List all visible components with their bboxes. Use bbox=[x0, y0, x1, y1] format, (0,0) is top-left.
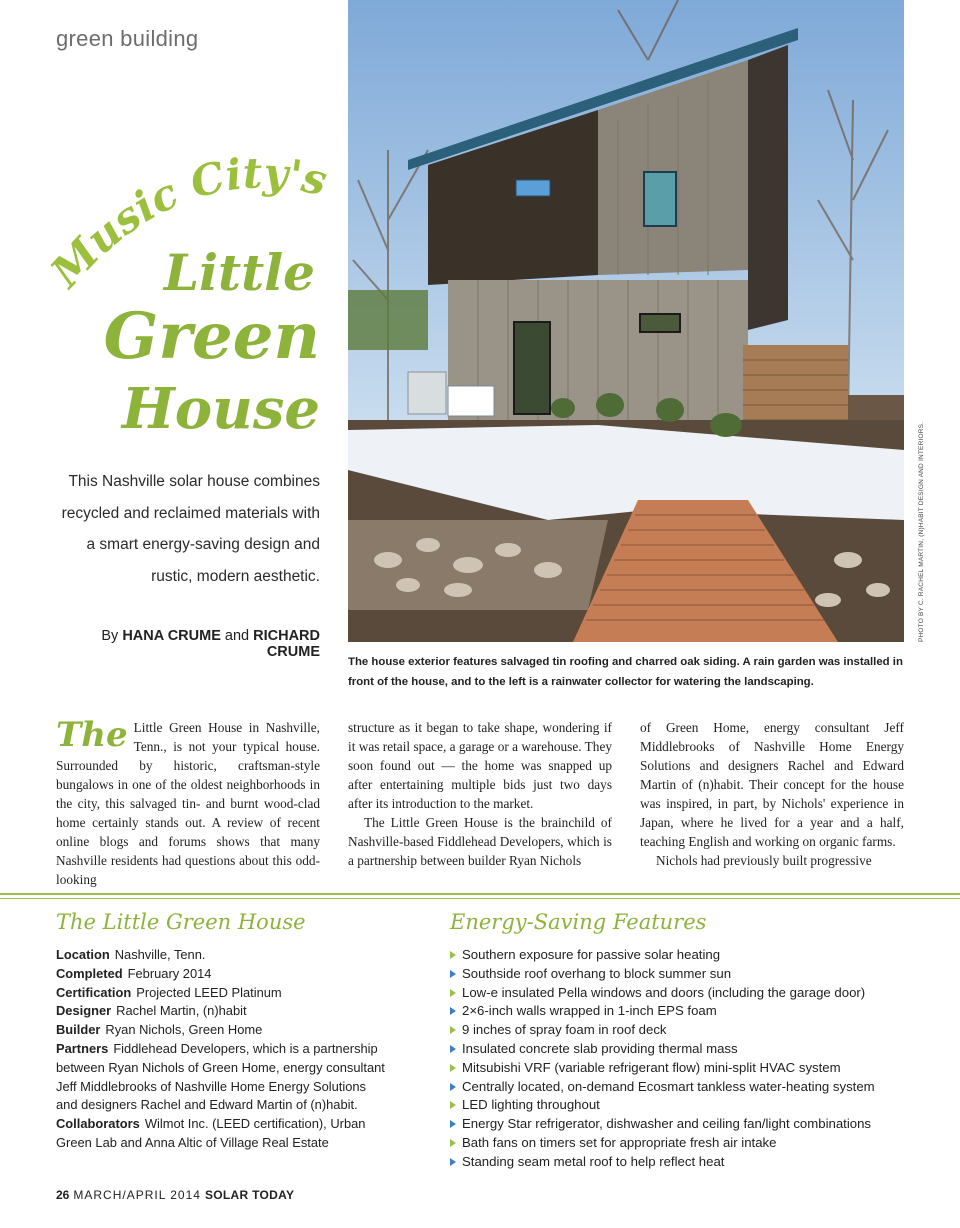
photo-credit bbox=[904, 0, 926, 642]
article-title bbox=[40, 150, 340, 450]
feature-item: Insulated concrete slab providing thermal mass bbox=[448, 1040, 918, 1059]
features-heading: Energy-Saving Features bbox=[450, 910, 707, 934]
body-column-2 bbox=[348, 718, 612, 870]
fact-label: Certification bbox=[56, 984, 132, 1000]
fact-label: Builder bbox=[56, 1022, 101, 1038]
title-line-4: House bbox=[121, 376, 320, 442]
feature-item: Southside roof overhang to block summer sun bbox=[448, 965, 918, 984]
byline-prefix: By bbox=[101, 628, 119, 644]
feature-item: Mitsubishi VRF (variable refrigerant flow) mini-split HVAC system bbox=[448, 1059, 918, 1078]
title-line-1: Music City's bbox=[41, 150, 332, 297]
fact-row bbox=[56, 946, 386, 965]
feature-item: 2×6-inch walls wrapped in 1-inch EPS foam bbox=[448, 1002, 918, 1021]
body-paragraph: The Little Green House is the brainchild of Nashville-based Fiddlehead Developers, which is a partnership between builder Ryan Nichols bbox=[348, 815, 612, 868]
feature-item: Standing seam metal roof to help reflect heat bbox=[448, 1153, 918, 1172]
fact-row bbox=[56, 984, 386, 1003]
feature-item: Southern exposure for passive solar heating bbox=[448, 946, 918, 965]
fact-value: Wilmot Inc. (LEED certification), Urban Green Lab and Anna Altic of Village Real Estate bbox=[56, 1116, 366, 1150]
title-line-2: Little bbox=[163, 243, 315, 302]
feature-item: LED lighting throughout bbox=[448, 1096, 918, 1115]
fact-label: Collaborators bbox=[56, 1116, 140, 1132]
fact-value: Rachel Martin, (n)habit bbox=[116, 1003, 247, 1019]
sidebar-divider bbox=[0, 898, 960, 899]
fact-value: Ryan Nichols, Green Home bbox=[105, 1022, 263, 1038]
body-paragraph: structure as it began to take shape, wondering if it was retail space, a garage or a warehouse. They soon found out — the home was snapped up after entertaining multiple bids just two days after its introduction to the market. bbox=[348, 720, 612, 811]
feature-item: Energy Star refrigerator, dishwasher and ceiling fan/light combinations bbox=[448, 1115, 918, 1134]
fact-value: Nashville, Tenn. bbox=[114, 947, 206, 962]
magazine-name: SOLAR TODAY bbox=[204, 1188, 295, 1202]
page-number: 26 bbox=[56, 1188, 70, 1202]
photo-caption: The house exterior features salvaged tin roofing and charred oak siding. A rain garden was installed in front of the house, and to the left is a rainwater collector for watering the landscaping. bbox=[348, 656, 903, 688]
fact-row bbox=[56, 1021, 386, 1040]
feature-item: Low-e insulated Pella windows and doors (including the garage door) bbox=[448, 984, 918, 1003]
byline bbox=[56, 628, 320, 660]
fact-row bbox=[56, 1115, 386, 1153]
fact-value: Projected LEED Platinum bbox=[136, 984, 282, 1000]
title-line-3: Green bbox=[103, 299, 320, 374]
body-column-1 bbox=[56, 715, 320, 887]
photo-credit-text: PHOTO BY C. RACHEL MARTIN, (N)HABIT DESIGN AND INTERIORS. bbox=[918, 421, 925, 642]
drop-cap: The bbox=[56, 715, 128, 755]
author-name: RICHARD CRUME bbox=[253, 628, 320, 660]
byline-conjunction: and bbox=[224, 628, 250, 644]
fact-value: Fiddlehead Developers, which is a partnership between Ryan Nichols of Green Home, energy consultant Jeff Middlebrooks of Nashville Home Energy Solutions and designers Rachel and Edward Martin of (n)habit. bbox=[56, 1040, 385, 1113]
facts-list bbox=[56, 946, 386, 1153]
feature-item: Bath fans on timers set for appropriate fresh air intake bbox=[448, 1134, 918, 1153]
section-tag: green building bbox=[56, 26, 199, 51]
fact-row bbox=[56, 1040, 386, 1115]
issue-date: MARCH/APRIL 2014 bbox=[73, 1188, 201, 1202]
sidebar-divider bbox=[0, 893, 960, 895]
body-text: Little Green House in Nashville, Tenn., is not your typical house. Surrounded by historic, craftsman-style bungalows in one of the oldest neighborhoods in the city, this salvaged tin- and burnt wood-clad home certainly stands out. A review of recent online blogs and forums shows that many Nashville residents had questions about this odd-looking bbox=[56, 720, 320, 887]
article-dek: This Nashville solar house combines recycled and reclaimed materials with a smart energy-saving design and rustic, modern aesthetic. bbox=[61, 473, 320, 585]
body-column-3 bbox=[640, 718, 904, 870]
facts-heading: The Little Green House bbox=[56, 910, 306, 934]
fact-row bbox=[56, 965, 386, 984]
feature-item: Centrally located, on-demand Ecosmart tankless water-heating system bbox=[448, 1078, 918, 1097]
body-paragraph: of Green Home, energy consultant Jeff Middlebrooks of Nashville Home Energy Solutions and designers Rachel and Edward Martin of (n)habit. Their concept for the house was inspired, in part, by Nichols' experience in Japan, where he lived for a year and a half, teaching English and working on organic farms. bbox=[640, 720, 904, 849]
house-photo bbox=[348, 0, 904, 642]
fact-label: Location bbox=[56, 947, 110, 962]
fact-label: Completed bbox=[56, 965, 123, 981]
fact-row bbox=[56, 1002, 386, 1021]
body-paragraph: Nichols had previously built progressive bbox=[656, 853, 872, 868]
fact-value: February 2014 bbox=[127, 965, 212, 981]
page-folio bbox=[56, 1188, 294, 1202]
fact-label: Designer bbox=[56, 1003, 112, 1019]
features-list bbox=[448, 946, 918, 1172]
feature-item: 9 inches of spray foam in roof deck bbox=[448, 1021, 918, 1040]
author-name: HANA CRUME bbox=[122, 628, 221, 644]
fact-label: Partners bbox=[56, 1040, 109, 1056]
